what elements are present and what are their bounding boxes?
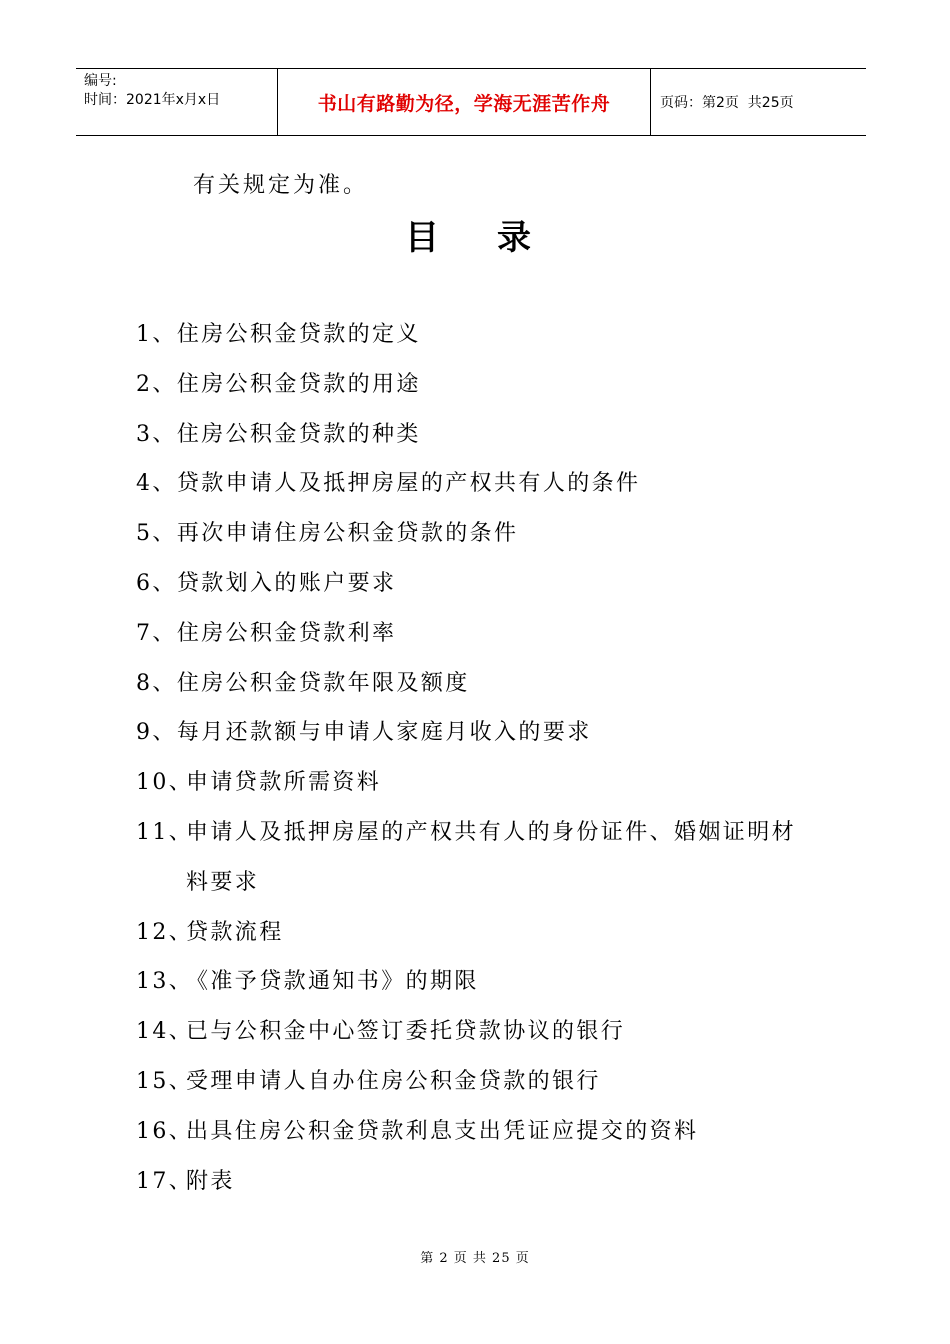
toc-item-number: 6、 <box>136 570 177 596</box>
toc-item <box>136 609 826 659</box>
toc-item-text: 每月还款额与申请人家庭月收入的要求 <box>176 720 592 746</box>
toc-item <box>136 360 826 410</box>
toc-item-text: 贷款划入的账户要求 <box>176 570 397 596</box>
page-footer <box>0 1247 950 1266</box>
toc-item-text: 住房公积金贷款利率 <box>176 620 397 646</box>
toc-item <box>136 1157 826 1207</box>
number-label: 编号: <box>84 73 117 89</box>
toc-item-number: 17、 <box>136 1168 194 1194</box>
toc-item-number: 9、 <box>136 720 177 746</box>
toc-item <box>136 1057 826 1107</box>
toc-item-text: 住房公积金贷款的定义 <box>176 322 421 347</box>
toc-item-number: 7、 <box>136 620 177 646</box>
toc-item-number: 13、 <box>136 969 194 995</box>
toc-item-number: 4、 <box>136 471 177 497</box>
header-meta-cell <box>76 69 278 135</box>
toc-item <box>136 559 826 609</box>
header-motto: 书山有路勤为径，学海无涯苦作舟 <box>317 92 611 115</box>
toc-item-text: 已与公积金中心签订委托贷款协议的银行 <box>186 1019 626 1045</box>
toc-item-number: 16、 <box>136 1118 194 1144</box>
page-header <box>76 68 866 136</box>
toc-item <box>136 410 826 460</box>
toc-item-number: 8、 <box>136 670 177 696</box>
intro-text: 有关规定为准。 <box>193 173 369 198</box>
toc-item-text: 受理申请人自办住房公积金贷款的银行 <box>186 1068 601 1094</box>
toc-item <box>136 758 826 808</box>
toc-item-number: 15、 <box>136 1068 194 1094</box>
header-page-info: 页码：第2页 共25页 <box>660 95 794 111</box>
toc-item-text: 申请贷款所需资料 <box>186 770 382 796</box>
footer-page-number: 第 2 页 共 25 页 <box>420 1251 530 1266</box>
toc-item-text: 再次申请住房公积金贷款的条件 <box>176 521 519 547</box>
toc-item-number: 12、 <box>136 919 194 945</box>
toc-item-text: 贷款流程 <box>186 919 284 945</box>
toc-item-text: 申请人及抵押房屋的产权共有人的身份证件、婚姻证明材料要求 <box>186 819 797 895</box>
header-motto-cell <box>278 69 651 135</box>
toc-item <box>136 1007 826 1057</box>
toc-item-text: 《准予贷款通知书》的期限 <box>186 969 479 995</box>
date-label: 时间：2021年x月x日 <box>84 92 221 108</box>
toc-item-text: 住房公积金贷款年限及额度 <box>176 670 470 696</box>
toc-item-number: 11、 <box>136 819 194 845</box>
toc-item <box>136 659 826 709</box>
toc-item-text: 住房公积金贷款的种类 <box>176 421 421 447</box>
header-page-cell <box>651 69 866 135</box>
toc-item <box>136 808 826 908</box>
toc-list <box>136 310 826 1206</box>
toc-item-number: 10、 <box>136 770 194 796</box>
toc-item-text: 出具住房公积金贷款利息支出凭证应提交的资料 <box>186 1118 699 1144</box>
toc-item-text: 贷款申请人及抵押房屋的产权共有人的条件 <box>176 471 641 497</box>
toc-item-text: 住房公积金贷款的用途 <box>176 371 421 397</box>
toc-item <box>136 708 826 758</box>
toc-item <box>136 509 826 559</box>
toc-item <box>136 957 826 1007</box>
toc-item <box>136 310 826 360</box>
toc-item <box>136 459 826 509</box>
toc-item-number: 14、 <box>136 1019 194 1045</box>
toc-item <box>136 908 826 958</box>
toc-title: 目录 <box>405 218 589 258</box>
toc-item-text: 附表 <box>186 1168 235 1194</box>
toc-item-number: 2、 <box>136 371 177 397</box>
toc-item-number: 5、 <box>136 521 177 547</box>
toc-item-number: 3、 <box>136 421 177 447</box>
toc-item <box>136 1107 826 1157</box>
toc-item-number: 1、 <box>136 322 177 347</box>
